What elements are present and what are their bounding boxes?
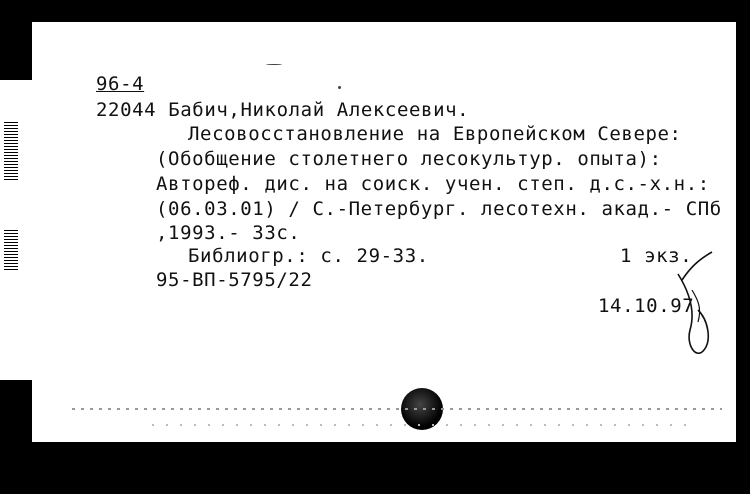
subtitle-line: (Обобщение столетнего лесокультур. опыта): <box>156 148 662 170</box>
author-line: 22044 Бабич,Николай Алексеевич. <box>96 99 470 121</box>
scan-noise <box>4 120 18 180</box>
year-line: ,1993.- 33с. <box>156 222 301 244</box>
description-line: Автореф. дис. на соиск. учен. степ. д.с.-х.н.: <box>156 173 710 195</box>
bibliography-line: Библиогр.: с. 29-33. <box>188 245 429 267</box>
handwritten-signature <box>668 250 716 370</box>
scan-dotted-line <box>152 424 692 426</box>
title-line: Лесовосстановление на Европейском Севере: <box>188 123 682 145</box>
copies-count: 1 экз. <box>620 245 693 267</box>
inventory-number: 95-ВП-5795/22 <box>156 269 313 291</box>
shelfmark: 96-4 <box>96 73 145 95</box>
scan-dotted-line <box>72 408 722 410</box>
catalog-card <box>32 22 736 442</box>
left-margin-strip <box>0 80 32 380</box>
scan-noise <box>4 230 18 270</box>
scan-speck <box>338 86 341 89</box>
scan-speck <box>266 64 282 65</box>
publisher-line: (06.03.01) / С.-Петербург. лесотехн. акад.- СПб <box>156 198 722 220</box>
date-stamp: 14.10.97 <box>598 295 695 317</box>
